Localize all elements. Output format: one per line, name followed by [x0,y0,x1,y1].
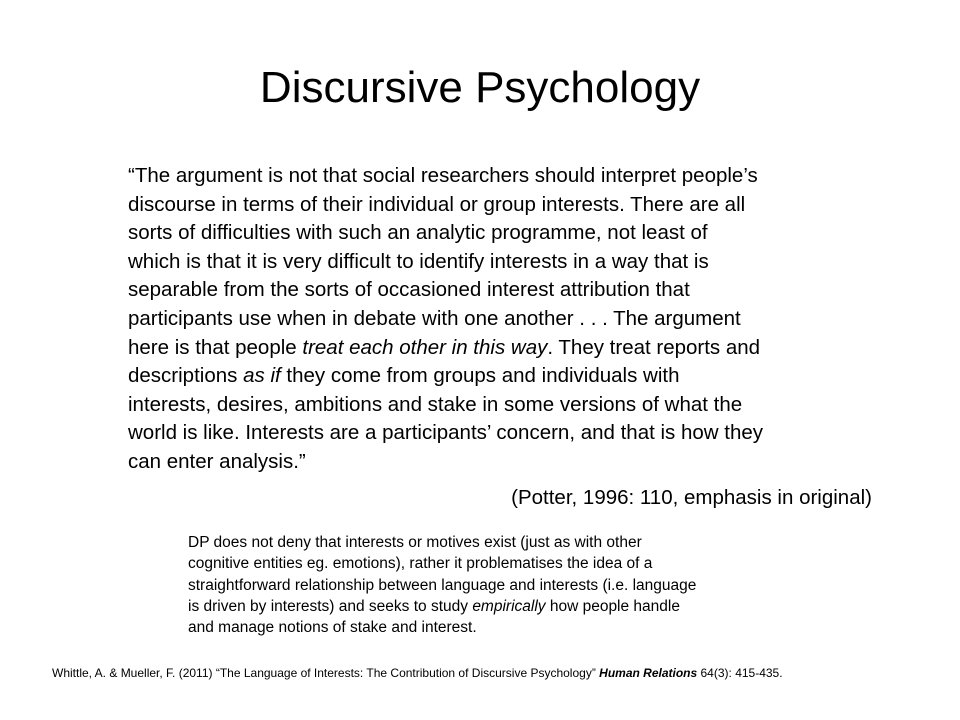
dp-note-line [188,596,828,617]
text-run: can enter analysis.” [128,449,306,473]
text-run: participants use when in debate with one another . . . The argument [128,306,741,330]
quote-line [128,391,888,420]
text-run: they come from groups and individuals with [280,364,680,388]
potter-quote [128,162,888,477]
quote-line [128,448,888,477]
quote-line [128,219,888,248]
reference-suffix: 64(3): 415-435. [697,666,783,680]
quote-line [128,362,888,391]
emphasis-text: empirically [472,597,546,615]
text-run: straightforward relationship between language and interests (i.e. language [188,576,697,594]
text-run: discourse in terms of their individual or group interests. There are all [128,192,746,216]
text-run: world is like. Interests are a participants’ concern, and that is how they [128,421,764,445]
dp-note-line [188,575,828,596]
text-run: interests, desires, ambitions and stake in some versions of what the [128,392,743,416]
text-run: is driven by interests) and seeks to study [188,597,473,615]
slide-title: Discursive Psychology [259,63,701,112]
reference-journal: Human Relations [599,666,698,680]
text-run: and manage notions of stake and interest. [188,619,477,637]
emphasis-text: treat each other in this way [302,335,548,359]
dp-note-line [188,553,828,574]
quote-line [128,191,888,220]
dp-note-line [188,532,828,553]
text-run: here is that people [128,335,303,359]
dp-note-line [188,617,828,638]
text-run: DP does not deny that interests or motives exist (just as with other [188,534,642,551]
quote-line [128,276,888,305]
text-run: “The argument is not that social researchers should interpret people’s [128,164,758,187]
reference-prefix: Whittle, A. & Mueller, F. (2011) “The Language of Interests: The Contribution of Discursive Psychology” [52,666,600,680]
quote-line [128,419,888,448]
text-run: separable from the sorts of occasioned interest attribution that [128,278,690,302]
quote-line [128,248,888,277]
emphasis-text: as if [243,364,281,388]
text-run: which is that it is very difficult to identify interests in a way that is [128,249,709,273]
text-run: sorts of difficulties with such an analytic programme, not least of [128,221,708,245]
text-run: . They treat reports and [547,335,761,359]
quote-citation: (Potter, 1996: 110, emphasis in original) [511,486,872,509]
quote-line [128,162,888,191]
dp-note [188,532,828,638]
text-run: how people handle [545,597,680,615]
text-run: descriptions [128,364,244,388]
quote-line [128,305,888,334]
reference-citation [52,664,783,682]
quote-line [128,334,888,363]
text-run: cognitive entities eg. emotions), rather it problematises the idea of a [188,555,653,573]
